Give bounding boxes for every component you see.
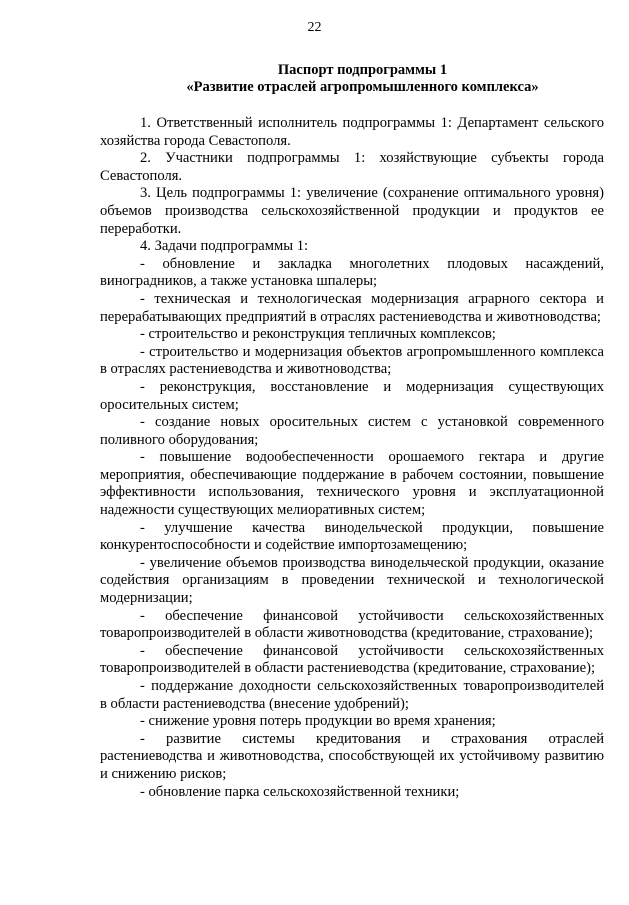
list-item: - обеспечение финансовой устойчивости сельскохозяйственных товаропроизводителей в области животноводства (кредитование, страхование); bbox=[100, 607, 604, 642]
list-item: - реконструкция, восстановление и модернизация существующих оросительных систем; bbox=[100, 378, 604, 413]
list-item: - снижение уровня потерь продукции во время хранения; bbox=[140, 713, 496, 730]
list-item: - поддержание доходности сельскохозяйственных товаропроизводителей в области растениеводства (внесение удобрений); bbox=[100, 678, 604, 712]
document-body bbox=[100, 115, 604, 801]
list-item: - обновление и закладка многолетних плодовых насаждений, виноградников, а также установка шпалеры; bbox=[100, 255, 604, 290]
paragraph-participants: 2. Участники подпрограммы 1: хозяйствующие субъекты города Севастополя. bbox=[100, 150, 604, 184]
list-item: - обеспечение финансовой устойчивости сельскохозяйственных товаропроизводителей в области растениеводства (кредитование, страхование); bbox=[100, 642, 604, 677]
list-item: - повышение водообеспеченности орошаемого гектара и другие мероприятия, обеспечивающие поддержание в рабочем состоянии, повышение эффективности использования, технического уровня и эксплуатационной надежности существующих мелиоративных систем; bbox=[100, 449, 604, 519]
title-line-1: Паспорт подпрограммы 1 bbox=[277, 62, 448, 78]
list-item: - техническая и технологическая модернизация аграрного сектора и перерабатывающих предприятий в отраслях растениеводства и животноводства; bbox=[100, 290, 604, 325]
list-item: - развитие системы кредитования и страхования отраслей растениеводства и животноводства, способствующей их устойчивому развитию и снижению рисков; bbox=[100, 730, 604, 782]
paragraph-responsible-executor: 1. Ответственный исполнитель подпрограммы 1: Департамент сельского хозяйства города Севастополя. bbox=[100, 115, 604, 149]
list-item: - увеличение объемов производства винодельческой продукции, оказание содействия организациям в проведении технической и технологической модернизации; bbox=[100, 554, 604, 607]
title-line-2: «Развитие отраслей агропромышленного комплекса» bbox=[186, 79, 539, 95]
list-item: - создание новых оросительных систем с установкой современного поливного оборудования; bbox=[100, 414, 604, 448]
list-item: - обновление парка сельскохозяйственной техники; bbox=[140, 783, 460, 800]
paragraph-goal: 3. Цель подпрограммы 1: увеличение (сохранение оптимального уровня) объемов производства сельскохозяйственной продукции и продуктов ее переработки. bbox=[100, 185, 604, 237]
page-number: 22 bbox=[307, 20, 322, 35]
list-item: - строительство и реконструкция тепличных комплексов; bbox=[140, 326, 496, 343]
list-item: - строительство и модернизация объектов агропромышленного комплекса в отраслях растениеводства и животноводства; bbox=[100, 343, 604, 378]
document-title bbox=[96, 62, 629, 96]
paragraph-tasks-heading: 4. Задачи подпрограммы 1: bbox=[140, 238, 309, 255]
list-item: - улучшение качества винодельческой продукции, повышение конкурентоспособности и содействие импортозамещению; bbox=[100, 519, 604, 554]
